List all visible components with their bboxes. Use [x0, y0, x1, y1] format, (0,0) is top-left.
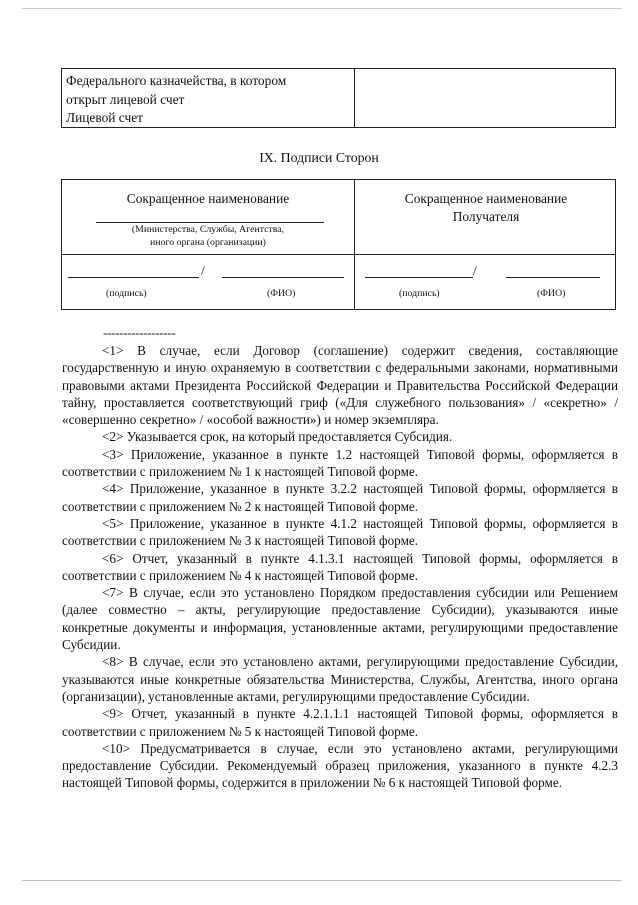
treasury-label-cell — [62, 69, 355, 127]
footnote-10: <10> Предусматривается в случае, если это установлено актами, регулирующими предоставление Субсидии. Рекомендуемый образец приложения, указанного в пункте 4.2.3 настоящей Типовой формы, содержится в приложении № 6 к настоящей Типовой форме. — [62, 740, 618, 791]
recipient-signature-slash: / — [473, 263, 477, 278]
ministry-fio-label: (ФИО) — [267, 288, 296, 299]
ministry-name-note — [62, 224, 354, 249]
footnote-9: <9> Отчет, указанный в пункте 4.2.1.1.1 настоящей Типовой формы, оформляется в соответствии с приложением № 5 к настоящей Типовой форме. — [62, 706, 618, 739]
treasury-account-table — [61, 68, 616, 128]
row-divider — [62, 254, 615, 255]
recipient-signature-label: (подпись) — [399, 288, 440, 299]
recipient-fio-label: (ФИО) — [537, 288, 566, 299]
footnote-3: <3> Приложение, указанное в пункте 1.2 настоящей Типовой формы, оформляется в соответствии с приложением № 1 к настоящей Типовой форме. — [62, 446, 618, 480]
footnote-8: <8> В случае, если это установлено актами, регулирующими предоставление Субсидии, указываются иные конкретные обязательства Министерства, Службы, Агентства, иного органа (организации), установленные актами, регулирующими предоставление Субсидии. — [62, 654, 618, 704]
account-label-line: Лицевой счет — [66, 110, 144, 125]
page-top-rule — [22, 8, 622, 9]
ministry-signature-line — [68, 277, 199, 278]
ministry-short-name-heading: Сокращенное наименование — [126, 191, 290, 206]
ministry-signature-label: (подпись) — [106, 288, 147, 299]
recipient-heading-line: Получателя — [452, 209, 520, 224]
ministry-name-note-line: (Министерства, Службы, Агентства, — [131, 224, 285, 235]
recipient-heading-line: Сокращенное наименование — [404, 191, 568, 206]
footnote-6: <6> Отчет, указанный в пункте 4.1.3.1 настоящей Типовой формы, оформляется в соответствии с приложением № 4 к настоящей Типовой форме. — [62, 550, 618, 583]
footnote-7: <7> В случае, если это установлено Порядком предоставления субсидии или Решением (далее совместно – акты, регулирующие предоставление Субсидии), указываются иные конкретные документы и информация, установленные актами, регулирующими предоставление Субсидии. — [62, 585, 618, 653]
ministry-fio-line — [222, 277, 344, 278]
treasury-label-line: Федерального казначейства, в котором — [66, 73, 287, 88]
footnote-separator: ------------------ — [103, 325, 176, 340]
ministry-name-note-line: иного органа (организации) — [150, 236, 266, 248]
signatures-table — [61, 179, 616, 310]
footnote-5: <5> Приложение, указанное в пункте 4.1.2 настоящей Типовой формы, оформляется в соответствии с приложением № 3 к настоящей Типовой форме. — [62, 515, 618, 549]
footnotes — [62, 342, 618, 792]
footnote-2: <2> Указывается срок, на который предоставляется Субсидия. — [102, 429, 453, 445]
footnote-4: <4> Приложение, указанное в пункте 3.2.2 настоящей Типовой формы, оформляется в соответствии с приложением № 2 к настоящей Типовой форме. — [62, 481, 618, 514]
page-bottom-rule — [22, 880, 622, 881]
section-title: IX. Подписи Сторон — [259, 150, 379, 165]
recipient-short-name-heading — [355, 190, 617, 226]
treasury-label-line: открыт лицевой счет — [66, 91, 185, 107]
recipient-signature-line — [365, 277, 473, 278]
ministry-signature-slash: / — [201, 263, 205, 278]
footnote-1: <1> В случае, если Договор (соглашение) содержит сведения, составляющие государственную и иную охраняемую в соответствии с федеральными законами, нормативными правовыми актами Президента Российской Федерации и Правительства Российской Федерации тайну, проставляется соответствующий гриф («Для служебного пользования» / «секретно» / «совершенно секретно» / «особой важности») и номер экземпляра. — [62, 343, 618, 428]
ministry-name-line — [96, 222, 324, 223]
recipient-fio-line — [506, 277, 600, 278]
